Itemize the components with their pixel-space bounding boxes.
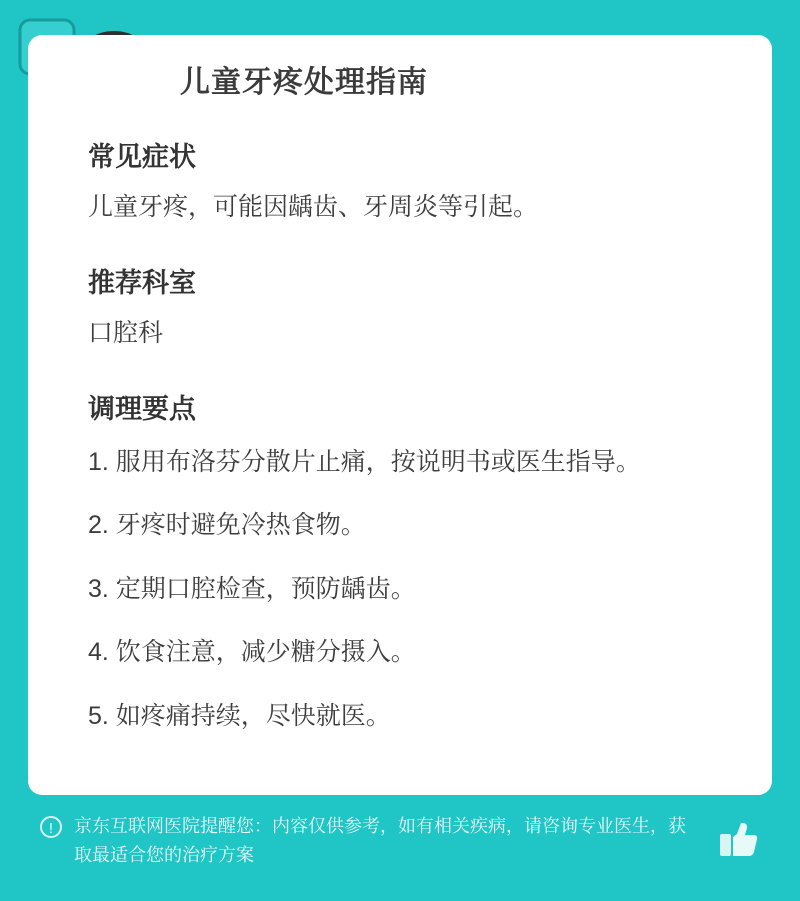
list-item: 5. 如疼痛持续，尽快就医。 bbox=[88, 701, 391, 730]
list-item: 2. 牙疼时避免冷热食物。 bbox=[88, 511, 366, 539]
section-heading-department: 推荐科室 bbox=[88, 267, 196, 298]
section-text-department: 口腔科 bbox=[88, 318, 164, 347]
list-item: 1. 服用布洛芬分散片止痛，按说明书或医生指导。 bbox=[88, 447, 641, 476]
section-text-symptoms: 儿童牙疼，可能因龋齿、牙周炎等引起。 bbox=[88, 193, 539, 221]
section-heading-symptoms: 常见症状 bbox=[88, 142, 196, 172]
footer-disclaimer bbox=[40, 812, 760, 870]
info-icon: ! bbox=[40, 816, 62, 838]
thumbs-up-icon[interactable] bbox=[718, 818, 760, 860]
page-title: 儿童牙疼处理指南 bbox=[180, 66, 428, 99]
list-item: 4. 饮食注意，减少糖分摄入。 bbox=[88, 638, 416, 666]
content-card bbox=[28, 35, 772, 795]
list-item: 3. 定期口腔检查，预防龋齿。 bbox=[88, 574, 416, 603]
care-tips-list bbox=[60, 444, 740, 736]
footer-text: 京东互联网医院提醒您：内容仅供参考，如有相关疾病，请咨询专业医生，获取最适合您的治疗方案 bbox=[74, 816, 686, 865]
section-heading-care-points: 调理要点 bbox=[88, 393, 196, 424]
